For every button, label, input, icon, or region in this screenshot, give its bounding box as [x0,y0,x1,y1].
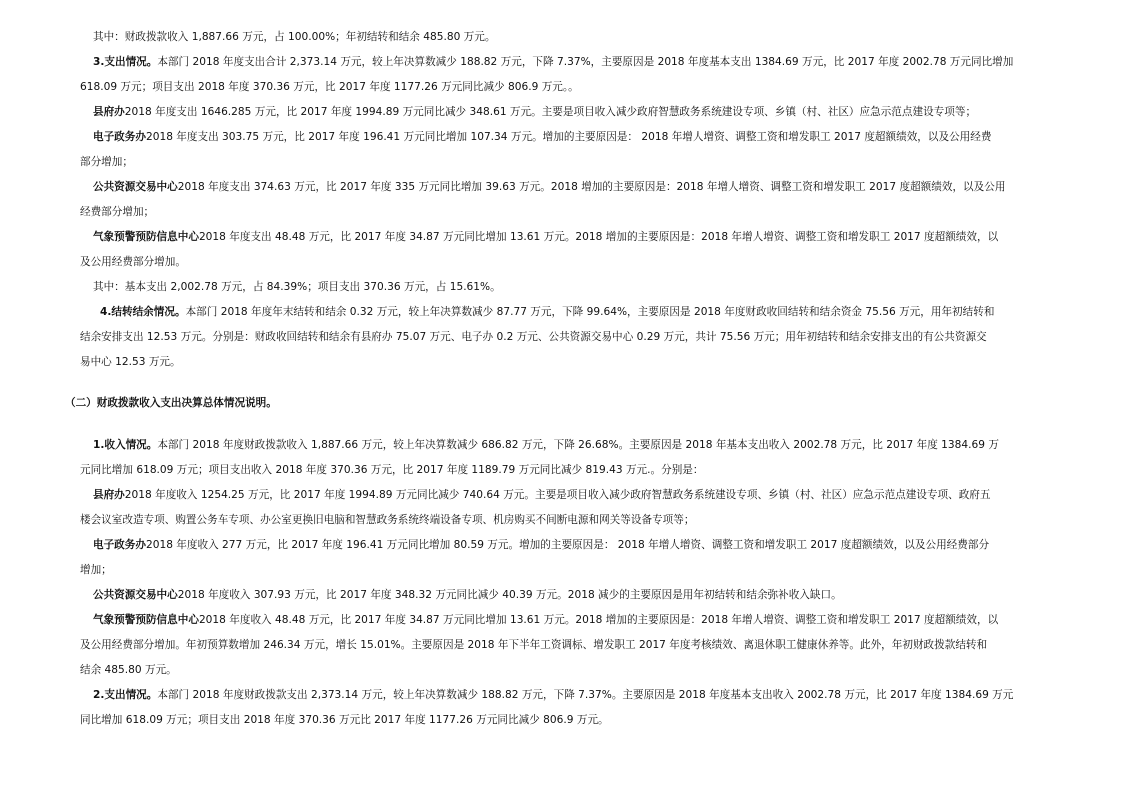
line-body: 2018 年度收入 1254.25 万元，比 2017 年度 1994.89 万元同比减少 740.64 万元。主要是项目收入减少政府智慧政务系统建设专项、乡镇（村、社区）应急示范点建设专项、政府五 [124,489,991,501]
line-body: 部分增加； [80,156,133,168]
line-body: 2018 年度支出 374.63 万元，比 2017 年度 335 万元同比增加 39.63 万元。2018 增加的主要原因是：2018 年增人增资、调整工资和增发职工 2017 度超额绩效，以及公用 [177,181,1006,193]
text-line [100,305,994,319]
line-body: 2018 年度支出 48.48 万元，比 2017 年度 34.87 万元同比增加 13.61 万元。2018 增加的主要原因是：2018 年增人增资、调整工资和增发职工 2017 度超额绩效，以 [198,231,999,243]
text-line [93,688,1013,702]
text-line [93,280,501,294]
text-line [80,155,133,169]
line-heading: （二）财政拨款收入支出决算总体情况说明。 [65,397,277,409]
line-body: 本部门 2018 年度支出合计 2,373.14 万元，较上年决算数减少 188.82 万元，下降 7.37%，主要原因是 2018 年度基本支出 1384.69 万元，比 2017 年度 2002.78 万元同比增加 [157,56,1014,68]
line-body: 结余安排支出 12.53 万元。分别是：财政收回结转和结余有县府办 75.07 万元、电子办 0.2 万元、公共资源交易中心 0.29 万元，共计 75.56 万元；用年初结转和结余安排支出的有公共资源交 [80,331,987,343]
line-body: 增加； [80,564,112,576]
text-line [80,713,609,727]
text-line [93,55,1013,69]
text-line [93,230,998,244]
line-heading: 公共资源交易中心 [93,589,178,601]
text-line [93,105,976,119]
text-line [80,463,704,477]
line-body: 2018 年度收入 307.93 万元，比 2017 年度 348.32 万元同比减少 40.39 万元。2018 减少的主要原因是用年初结转和结余弥补收入缺口。 [177,589,842,601]
text-line [93,613,998,627]
text-line [80,355,181,369]
line-body: 楼会议室改造专项、购置公务车专项、办公室更换旧电脑和智慧政务系统终端设备专项、机房购买不间断电源和网关等设备专项等； [80,514,695,526]
text-line [80,513,694,527]
text-line [80,563,112,577]
line-heading: 电子政务办 [93,131,146,143]
line-heading: 4.结转结余情况。 [100,306,186,318]
text-line [80,255,186,269]
line-body: 经费部分增加； [80,206,155,218]
line-body: 618.09 万元；项目支出 2018 年度 370.36 万元，比 2017 年度 1177.26 万元同比减少 806.9 万元。。 [80,81,579,93]
line-heading: 县府办 [93,489,125,501]
line-heading: 3.支出情况。 [93,56,158,68]
text-line [93,538,989,552]
text-line [80,663,177,677]
line-heading: 2.支出情况。 [93,689,158,701]
line-body: 及公用经费部分增加。 [80,256,186,268]
line-heading: 气象预警预防信息中心 [93,231,199,243]
line-heading: 气象预警预防信息中心 [93,614,199,626]
line-body: 结余 485.80 万元。 [80,664,177,676]
line-heading: 县府办 [93,106,125,118]
text-line [93,488,991,502]
line-heading: 电子政务办 [93,539,146,551]
line-body: 易中心 12.53 万元。 [80,356,181,368]
text-line [93,438,999,452]
line-heading: 1.收入情况。 [93,439,158,451]
text-line [80,80,579,94]
line-body: 2018 年度支出 1646.285 万元，比 2017 年度 1994.89 万元同比减少 348.61 万元。主要是项目收入减少政府智慧政务系统建设专项、乡镇（村、社区）应急示范点建设专项等； [124,106,977,118]
text-line [93,180,1005,194]
text-line [80,638,987,652]
line-body: 2018 年度支出 303.75 万元，比 2017 年度 196.41 万元同比增加 107.34 万元。增加的主要原因是： 2018 年增人增资、调整工资和增发职工 2017 度超额绩效，以及公用经费 [145,131,992,143]
line-body: 元同比增加 618.09 万元；项目支出收入 2018 年度 370.36 万元，比 2017 年度 1189.79 万元同比减少 819.43 万元.。分别是： [80,464,704,476]
line-body: 其中：基本支出 2,002.78 万元，占 84.39%；项目支出 370.36 万元，占 15.61%。 [93,281,501,293]
text-line [93,130,991,144]
text-line [93,30,495,44]
line-body: 2018 年度收入 277 万元，比 2017 年度 196.41 万元同比增加 80.59 万元。增加的主要原因是： 2018 年增人增资、调整工资和增发职工 2017 度超额绩效，以及公用经费部分 [145,539,990,551]
line-body: 其中：财政拨款收入 1,887.66 万元，占 100.00%；年初结转和结余 485.80 万元。 [93,31,496,43]
line-heading: 公共资源交易中心 [93,181,178,193]
line-body: 本部门 2018 年度年末结转和结余 0.32 万元，较上年决算数减少 87.77 万元，下降 99.64%，主要原因是 2018 年度财政收回结转和结余资金 75.56 万元，用年初结转和 [185,306,995,318]
text-line [80,205,154,219]
line-body: 同比增加 618.09 万元；项目支出 2018 年度 370.36 万元比 2017 年度 1177.26 万元同比减少 806.9 万元。 [80,714,609,726]
text-line [65,396,277,410]
line-body: 及公用经费部分增加。年初预算数增加 246.34 万元，增长 15.01%。主要原因是 2018 年下半年工资调标、增发职工 2017 年度考核绩效、离退休职工健康休养等。此外，年初财政拨款结转和 [80,639,988,651]
text-line [80,330,987,344]
line-body: 2018 年度收入 48.48 万元，比 2017 年度 34.87 万元同比增加 13.61 万元。2018 增加的主要原因是：2018 年增人增资、调整工资和增发职工 2017 度超额绩效，以 [198,614,999,626]
line-body: 本部门 2018 年度财政拨款支出 2,373.14 万元，较上年决算数减少 188.82 万元，下降 7.37%。主要原因是 2018 年度基本支出收入 2002.78 万元，比 2017 年度 1384.69 万元 [157,689,1014,701]
text-line [93,588,842,602]
line-body: 本部门 2018 年度财政拨款收入 1,887.66 万元，较上年决算数减少 686.82 万元，下降 26.68%。主要原因是 2018 年基本支出收入 2002.78 万元，比 2017 年度 1384.69 万 [157,439,999,451]
